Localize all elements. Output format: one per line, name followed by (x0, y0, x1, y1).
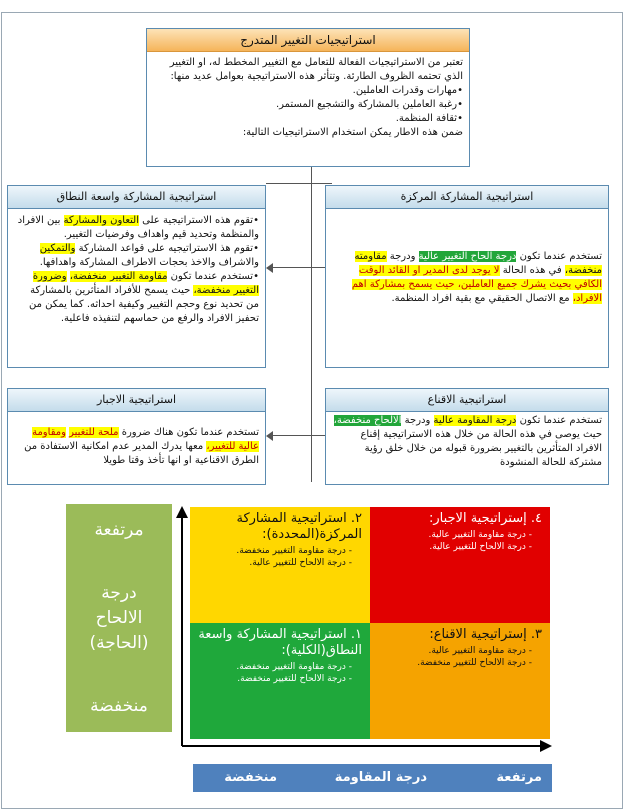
urgency-axis-title: درجة الالحاح (الحاجة) (89, 582, 149, 653)
quadrant-title: ٤. إستراتيجية الاجبار: (428, 511, 542, 526)
panel-title: استراتيجية الاقناع (326, 389, 608, 412)
panel-footer: ضمن هذه الاطار يمكن استخدام الاستراتيجيات التالية: (242, 127, 463, 138)
list-item: - درجة الالحاح للتغيير منخفضة. (198, 673, 352, 685)
panel-title: استراتيجية الاجبار (8, 389, 265, 412)
list-item: - درجة مقاومة التغيير منخفضة. (198, 661, 352, 673)
quadrant-conditions (198, 545, 362, 569)
quadrant-conditions (378, 529, 542, 553)
panel-title: استراتيجية المشاركة المركزة (326, 186, 608, 209)
panel-text: تستخدم عندما تكون هناك ضرورة ملحة للتغيير ومقاومة عالية للتغيير، معها يدرك المدير عدم امكانية الاستفادة من الطرق الاقناعية او انها تأخذ وقتا طويلا (24, 427, 259, 466)
list-item: • تقوم هذه الاستراتيجية على التعاون والمشاركة بين الافراد والمنظمة وتحديد قيم واهداف وفرضيات التغيير. (14, 214, 259, 242)
list-item: • تقوم هذ الاستراتيجيه على قواعد المشاركة والتمكين والاشراف والاخذ بحجات الاطراف المشاركة واهدافها. (14, 242, 259, 270)
quadrant-persuasion (370, 623, 550, 739)
list-item: • رغبة العاملين بالمشاركة والتشجيع المستمر. (153, 98, 463, 112)
quadrant-title: ٣. إستراتيجية الاقناع: (429, 627, 542, 642)
quadrant-conditions (378, 645, 542, 669)
quadrant-focused-participation (190, 507, 370, 623)
panel-intro: تعتبر من الاستراتيجيات الفعالة للتعامل مع التغيير المخطط له، او التغيير الذي تحتمه الظروف الطارئة. وتتأثر هذه الاستراتيجية بعوامل عديد منها: (169, 57, 463, 82)
panel-text: تستخدم عندما تكون درجة الحاح التغيير عالية ودرجة مقاومته منخفضة، في هذه الحالة لا يوجد لدى المدير او القائد الوقت الكافي بحيث يشرك جميع العاملين، حيث يسمح بمشاركة اهم الافراد، مع الاتصال الحقيقي مع بقية افراد المنظمة. (351, 251, 602, 304)
resistance-axis-label-bar (193, 764, 552, 792)
list-item: - درجة الالحاح للتغيير عالية. (378, 541, 532, 553)
quadrant-title: ٢. استراتيجية المشاركة المركزة(المحددة): (236, 511, 362, 542)
panel-title: استراتيجية المشاركة واسعة النطاق (8, 186, 265, 209)
urgency-high-label: مرتفعة (94, 520, 144, 540)
quadrant-title: ١. استراتيجية المشاركة واسعة النطاق(الكلية): (198, 627, 362, 658)
panel-text: تستخدم عندما تكون درجة المقاومة عالية ودرجة الالحاح منخفضة، حيث يوصى في هذه الحالة من خلال هذه الاستراتيجية إقناع الافراد المتأثرين بالتغيير بضرورة قبوله من خلال خلق رؤية مشتركة للحالة المنشودة (333, 415, 602, 468)
list-item: - درجة الالحاح للتغيير عالية. (198, 557, 352, 569)
list-item: - درجة مقاومة التغيير عالية. (378, 645, 532, 657)
resistance-low-label: منخفضة (224, 770, 277, 785)
resistance-axis-title: درجة المقاومة (334, 770, 427, 785)
panel-title: استراتيجيات التغيير المتدرج (147, 29, 469, 52)
list-item: - درجة مقاومة التغيير منخفضة. (198, 545, 352, 557)
list-item: - درجة الالحاح للتغيير منخفضة. (378, 657, 532, 669)
quadrant-conditions (198, 661, 362, 685)
list-item: • تستخدم عندما تكون مقاومة التغيير منخفضة، وضرورة التغيير منخفضة، حيث يسمح للأفراد المتأثرين بالمشاركة من تحديد نوع وحجم التغيير وكيفية احداثه. كما يمكن من تحفيز الافراد والرفع من حماسهم لتنفيذه فاعلية. (14, 270, 259, 326)
list-item: • مهارات وقدرات العاملين. (153, 84, 463, 98)
quadrant-coercion (370, 507, 550, 623)
resistance-high-label: مرتفعة (496, 770, 542, 785)
list-item: - درجة مقاومة التغيير عالية. (378, 529, 532, 541)
quadrant-wide-participation (190, 623, 370, 739)
list-item: • ثقافة المنظمة. (153, 112, 463, 126)
urgency-low-label: منخفضة (90, 696, 148, 716)
